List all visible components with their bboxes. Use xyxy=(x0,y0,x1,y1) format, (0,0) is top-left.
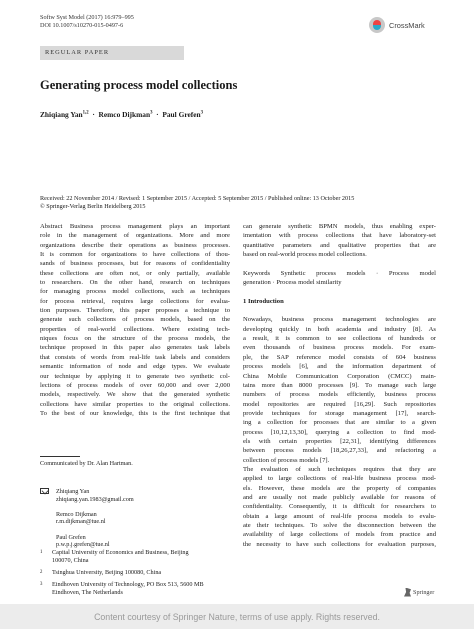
abstract xyxy=(40,222,230,418)
affiliation-line: 100070, China xyxy=(52,556,89,564)
abstract-line: these collections are often not, or only partially, available xyxy=(40,269,230,277)
abstract-cont-line: based on real-world process model collections. xyxy=(243,251,367,259)
section-heading: 1 Introduction xyxy=(243,297,284,305)
abstract-line: niques focus on the structure of the process models, the xyxy=(40,335,230,343)
contact-block xyxy=(56,488,134,549)
publication-dates: Received: 22 November 2014 / Revised: 1 September 2015 / Accepted: 5 September 2015 / Published online: 13 October 2015 xyxy=(40,195,355,202)
intro-line: tains more than 8000 processes [9]. To manage such large xyxy=(243,381,436,389)
abstract-line: to researchers. On the other hand, research on techniques xyxy=(40,279,230,287)
section-label: REGULAR PAPER xyxy=(45,49,110,56)
affiliation-line: Tsinghua University, Beijing 100080, China xyxy=(52,569,162,576)
journal-line: Softw Syst Model (2017) 16:979–995 xyxy=(40,14,134,21)
abstract-line: our technique by applying it to generate two synthetic col- xyxy=(40,372,230,380)
abstract-line: generate such collections of process models, based on the xyxy=(40,316,230,324)
intro-line: obtain a large amount of real-life process models to evalu- xyxy=(243,512,436,520)
abstract-line: technique proposed in this paper also generates task labels xyxy=(40,344,230,352)
affiliation-line: Capital University of Economics and Business, Beijing xyxy=(52,549,189,556)
abstract-line: tion purposes. Therefore, this paper proposes a technique to xyxy=(40,307,230,315)
abstract-line: collections have similar properties to the original collections. xyxy=(40,400,230,408)
author-name: Zhiqiang Yan xyxy=(40,110,83,119)
intro-line: between process models [18,26,27,33], and refactoring a xyxy=(243,447,436,455)
contact-email-link[interactable]: p.w.p.j.grefen@tue.nl xyxy=(56,541,110,549)
abstract-cont-line: imentation with process collections that have laboratory-set xyxy=(243,232,436,240)
intro-line: the necessity to have such collections for evaluation purposes, xyxy=(243,540,436,548)
affiliation-line: Eindhoven University of Technology, PO Box 513, 5600 MB xyxy=(52,581,204,588)
abstract-line: models, respectively. We show that the generated synthetic xyxy=(40,391,230,399)
abstract-line: semantic information of node and edge types. We evaluate xyxy=(40,363,230,371)
envelope-icon xyxy=(40,488,49,494)
intro-line: process [10,12,13,30], querying a collection to find mod- xyxy=(243,428,436,436)
intro-line: The evaluation of such techniques requires that they are xyxy=(243,465,436,473)
contact-name: Remco Dijkman xyxy=(56,510,97,518)
affiliation-number: 2 xyxy=(40,570,43,575)
section-label-band xyxy=(40,46,184,60)
abstract-line: Abstract Business process management plays an important xyxy=(40,223,230,230)
author-separator: · xyxy=(92,110,95,119)
affiliation-item xyxy=(40,549,189,564)
author-separator: · xyxy=(156,110,159,119)
contact-spacer xyxy=(56,526,134,534)
intro-line: a result, it is common to see collections of hundreds or xyxy=(243,335,436,343)
affiliation-item xyxy=(40,569,161,577)
intro-line: China Mobile Communication Corporation (CMCC) main- xyxy=(243,372,436,380)
contact-name: Zhiqiang Yan xyxy=(56,488,90,495)
crossmark-badge[interactable] xyxy=(369,14,439,36)
abstract-line: It is common for organizations to have collections of thou- xyxy=(40,251,230,259)
abstract-line: organizations describe their operations as business processes. xyxy=(40,241,230,249)
intro-line: Nowadays, business process management technologies are xyxy=(243,316,436,324)
intro-line: even thousands of business process models. For exam- xyxy=(243,344,436,352)
abstract-line: that consists of words from real-life task labels and considers xyxy=(40,353,230,361)
contact-spacer xyxy=(56,503,134,511)
copyright-line: © Springer-Verlag Berlin Heidelberg 2015 xyxy=(40,203,146,210)
abstract-line: lections of process models of over 60,000 and over 2,000 xyxy=(40,381,230,389)
keywords-line: generation · Process model similarity xyxy=(243,279,342,287)
abstract-line: To the best of our knowledge, this is the first technique that xyxy=(40,409,230,417)
communicated-by: Communicated by Dr. Alan Hartman. xyxy=(40,460,133,467)
author-name: Paul Grefen xyxy=(162,110,201,119)
intro-line: collection of process models [7]. xyxy=(243,456,330,464)
author-affil-marker: 3 xyxy=(200,110,203,116)
author-name: Remco Dijkman xyxy=(98,110,151,119)
springer-horse-icon xyxy=(404,588,411,597)
author-list xyxy=(40,110,203,119)
intro-line: els with certain properties [22,31], identifying differences xyxy=(243,437,436,445)
intro-line: applied to large collections of real-life business process mod- xyxy=(243,475,436,483)
journal-citation xyxy=(40,14,134,29)
intro-line: confidentiality. Consequently, it is difficult for researchers to xyxy=(243,503,436,511)
footer-notice: Content courtesy of Springer Nature, terms of use apply. Rights reserved. xyxy=(94,612,380,622)
abstract-line: role in the management of organizations. More and more xyxy=(40,232,230,240)
intro-line: availability of large collections of models from practice and xyxy=(243,531,436,539)
abstract-cont-line: quantitative parameters and qualitative properties that are xyxy=(243,241,436,249)
author-affil-marker: 1,2 xyxy=(82,110,89,116)
abstract-line: sands of business processes, but for reasons of confidentiality xyxy=(40,260,230,268)
contact-name: Paul Grefen xyxy=(56,533,86,541)
abstract-line: for process retrieval, requires large collections for evalua- xyxy=(40,297,230,305)
footnote-rule xyxy=(40,456,80,457)
intro-line: provide techniques for storage management [17], search- xyxy=(243,409,436,417)
intro-line: ple, the SAP reference model consists of 604 business xyxy=(243,353,436,361)
keywords-line: Keywords Synthetic process models · Process model xyxy=(243,269,436,277)
crossmark-icon xyxy=(369,17,385,33)
abstract-cont-line: can generate synthetic BPMN models, thus enabling exper- xyxy=(243,223,436,230)
right-column xyxy=(243,222,436,549)
affiliation-number: 3 xyxy=(40,582,43,587)
author-affil-marker: 3 xyxy=(150,110,153,116)
abstract-line: properties of real-world collections. Where existing tech- xyxy=(40,325,230,333)
doi-line: DOI 10.1007/s10270-015-0497-6 xyxy=(40,21,124,29)
intro-line: process models [6], and the information department of xyxy=(243,363,436,371)
crossmark-label: CrossMark xyxy=(389,20,425,30)
intro-line: and are usually not made publicly available for reasons of xyxy=(243,493,436,501)
intro-line: els. However, these models are the property of companies xyxy=(243,484,436,492)
intro-line: developing quickly in both academia and industry [8]. As xyxy=(243,325,436,333)
intro-line: ing a collection for processes that are similar to a given xyxy=(243,419,436,427)
abstract-line: for managing process model collections, such as techniques xyxy=(40,288,230,296)
affiliation-number: 1 xyxy=(40,550,43,555)
publisher-logo xyxy=(404,586,438,598)
affiliation-item xyxy=(40,581,204,596)
affiliation-line: Eindhoven, The Netherlands xyxy=(52,588,123,596)
contact-email-link[interactable]: zhiqiang.yan.1983@gmail.com xyxy=(56,495,134,503)
contact-email-link[interactable]: r.m.dijkman@tue.nl xyxy=(56,518,106,526)
intro-line: ate their techniques. To solve the disconnection between the xyxy=(243,522,436,529)
intro-line: model repositories are required [16,29]. Such repositories xyxy=(243,400,436,408)
intro-line: numbers of process models efficiently, business process xyxy=(243,391,436,399)
paper-title: Generating process model collections xyxy=(40,78,238,92)
publisher-name: Springer xyxy=(413,588,435,596)
